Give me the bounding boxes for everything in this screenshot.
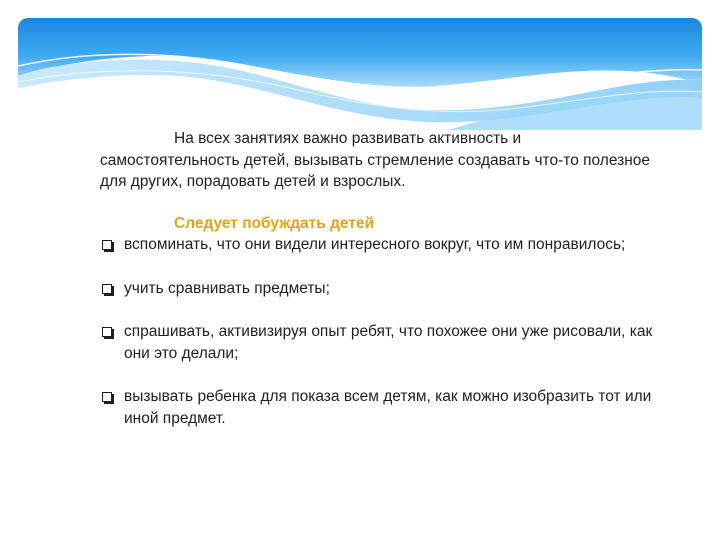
slide-content (100, 128, 660, 451)
list-item-text: учить сравнивать предметы; (124, 279, 330, 297)
header-wave-banner (18, 18, 702, 130)
list-item (100, 234, 660, 256)
encouragement-list (100, 234, 660, 429)
list-item-text: спрашивать, активизируя опыт ребят, что похожее они уже рисовали, как они это делали; (124, 323, 653, 362)
list-item (100, 386, 660, 429)
checkbox-bullet-icon (102, 284, 112, 294)
checkbox-bullet-icon (102, 240, 112, 250)
wave-decoration (18, 18, 702, 130)
checkbox-bullet-icon (102, 392, 112, 402)
list-item (100, 278, 660, 300)
checkbox-bullet-icon (102, 327, 112, 337)
list-item (100, 321, 660, 364)
subheading: Следует побуждать детей (174, 214, 375, 232)
list-item-text: вспоминать, что они видели интересного вокруг, что им понравилось; (124, 236, 626, 253)
list-item-text: вызывать ребенка для показа всем детям, как можно изобразить тот или иной предмет. (124, 388, 652, 427)
intro-paragraph: На всех занятиях важно развивать активность и самостоятельность детей, вызывать стремление создавать что-то полезное для других, порадовать детей и взрослых. (100, 130, 651, 190)
